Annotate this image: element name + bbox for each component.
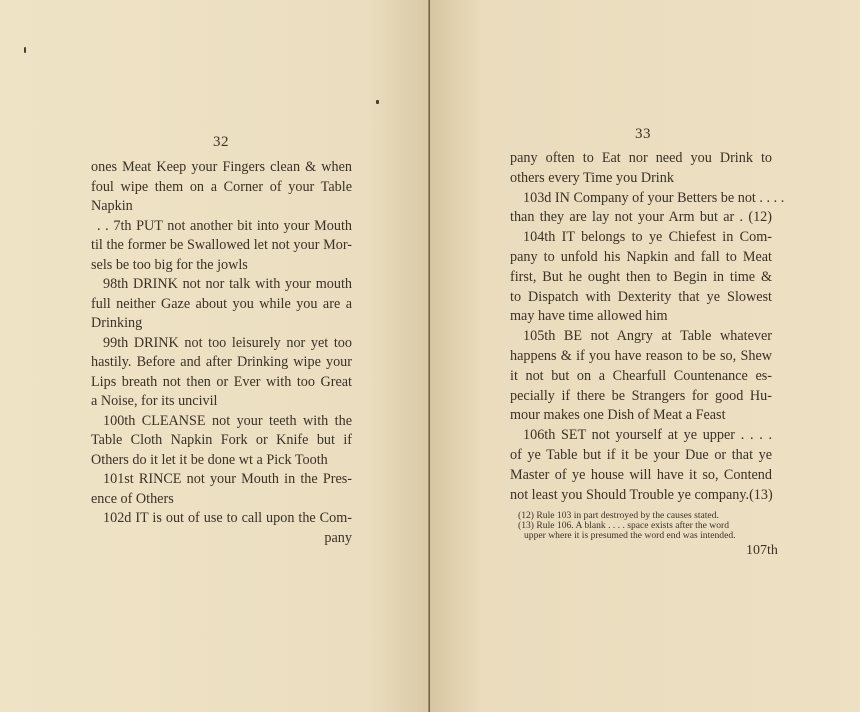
text-line: 102d IT is out of use to call upon the Com- — [103, 510, 352, 526]
footnote: (12) Rule 103 in part destroyed by the causes stated. — [518, 510, 719, 521]
text-line: Drinking — [91, 315, 143, 331]
text-line: 101st RINCE not your Mouth in the Pres- — [103, 471, 352, 487]
text-line: full neither Gaze about you while you are a — [91, 295, 352, 312]
text-line: happens & if you have reason to be so, Shew — [510, 348, 772, 364]
catchword: 107th — [746, 543, 778, 558]
footnote: upper where it is presumed the word end was intended. — [524, 530, 736, 541]
text-line: hastily. Before and after Drinking wipe your — [91, 354, 352, 370]
text-line: others every Time you Drink — [510, 169, 674, 186]
text-line: mour makes one Dish of Meat a Feast — [510, 407, 726, 424]
text-line: a Noise, for its uncivil — [91, 393, 218, 409]
text-line: Napkin — [91, 198, 133, 214]
page-number: 33 — [635, 126, 651, 142]
text-line: to Dispatch with Dexterity that ye Slowest — [510, 288, 772, 305]
text-line: pecially if there be Strangers for good Hu- — [510, 387, 772, 404]
text-line: ence of Others — [91, 490, 174, 507]
text-line: Table Cloth Napkin Fork or Knife but if — [91, 432, 352, 448]
text-line: 105th BE not Angry at Table whatever — [523, 328, 772, 345]
text-line: first, But he ought then to Begin in time & — [510, 268, 772, 285]
right-page — [430, 0, 860, 712]
footnote: (13) Rule 106. A blank . . . . space exists after the word — [518, 520, 730, 531]
text-line: 98th DRINK not nor talk with your mouth — [103, 276, 352, 292]
text-line: pany to unfold his Napkin and fall to Meat — [510, 249, 772, 265]
text-line: 106th SET not yourself at ye upper . . . . — [523, 427, 772, 444]
ink-speck — [24, 47, 26, 53]
text-line: pany — [324, 529, 352, 546]
text-line: of ye Table but if it be your Due or that ye — [510, 447, 772, 463]
text-line: sels be too big for the jowls — [91, 256, 248, 273]
text-line: 100th CLEANSE not your teeth with the — [103, 412, 352, 429]
text-line: Master of ye house will have it so, Contend — [510, 466, 772, 483]
text-line: Others do it let it be done wt a Pick Tooth — [91, 451, 328, 468]
text-line: than they are lay not your Arm but ar . (12) — [510, 209, 772, 226]
text-line: 104th IT belongs to ye Chiefest in Com- — [523, 229, 772, 246]
text-line: it not but on a Chearfull Countenance es- — [510, 367, 772, 384]
text-line: ones Meat Keep your Fingers clean & when — [91, 159, 352, 175]
text-line: 99th DRINK not too leisurely nor yet too — [103, 334, 352, 351]
text-line: foul wipe them on a Corner of your Table — [91, 178, 352, 195]
page-number: 32 — [213, 134, 229, 150]
text-line: til the former be Swallowed let not your Mor- — [91, 237, 352, 253]
text-line: 103d IN Company of your Betters be not . . . . — [523, 189, 785, 206]
text-line: . . 7th PUT not another bit into your Mouth — [97, 217, 352, 234]
ink-speck — [376, 100, 379, 104]
text-line: not least you Should Trouble ye company.(13) — [510, 486, 773, 503]
text-line: Lips breath not then or Ever with too Great — [91, 373, 352, 390]
text-line: pany often to Eat nor need you Drink to — [510, 150, 772, 166]
text-line: may have time allowed him — [510, 308, 668, 325]
